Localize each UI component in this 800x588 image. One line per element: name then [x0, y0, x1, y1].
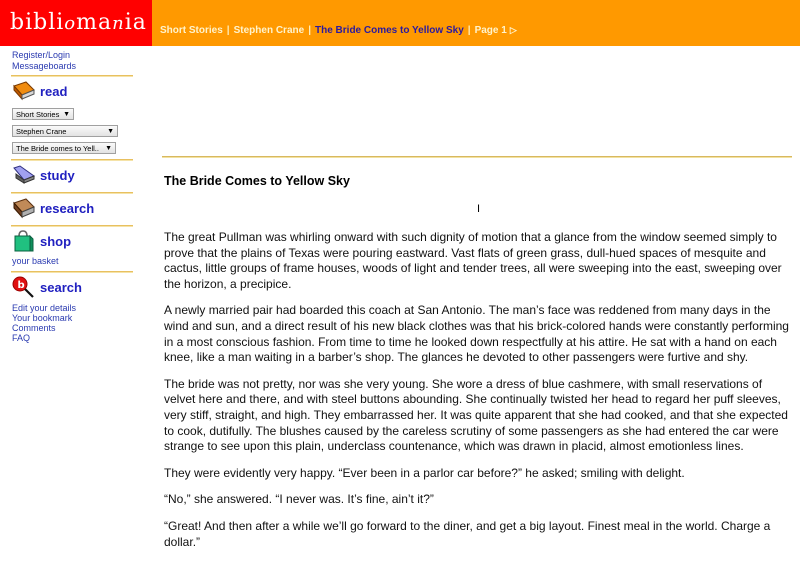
paragraph: The great Pullman was whirling onward with such dignity of motion that a glance from the window seemed simply to prove that the plains of Texas were pouring eastward. Vast flats of green grass, dull-hued spaces of mesquite and cactus, little groups of frame houses, woods of light and tender trees, all were sweeping into the east, sweeping over the horizon, a precipice.	[164, 230, 782, 291]
register-login-link[interactable]: Register/Login	[12, 50, 71, 60]
faq-link[interactable]: FAQ	[12, 333, 31, 343]
closed-book-icon	[12, 197, 36, 219]
nav-study[interactable]	[12, 163, 75, 187]
paragraph: The bride was not pretty, nor was she very young. She wore a dress of blue cashmere, with small reservations of velvet here and there, and with steel buttons abounding. She continually twisted her head to regard her puff sleeves, very stiff, straight, and high. They embarrassed her. It was quite apparent that she had cooked, and that she expected to cook, dutifully. The blushes caused by the careless scrutiny of some passengers as she had entered the car were strange to see upon this plain, underclass countenance, which was drawn in placid, almost emotionless lines.	[164, 376, 788, 454]
nav-research[interactable]	[12, 196, 94, 220]
svg-text:b: b	[17, 280, 25, 291]
your-bookmark-link[interactable]: Your bookmark	[12, 313, 73, 323]
edit-details-link[interactable]: Edit your details	[12, 303, 77, 313]
shop-links	[12, 256, 59, 266]
nav-read-label[interactable]: read	[40, 83, 68, 99]
paragraph: “No,” she answered. “I never was. It’s fine, ain’t it?”	[164, 492, 434, 507]
nav-shop-label[interactable]: shop	[40, 233, 72, 249]
account-links	[12, 50, 76, 72]
shopping-bag-icon	[12, 230, 36, 252]
story-title: The Bride Comes to Yellow Sky	[164, 174, 350, 188]
utility-links	[12, 303, 76, 343]
nav-search[interactable]	[12, 275, 82, 299]
paragraph: A newly married pair had boarded this coach at San Antonio. The man’s face was reddened from many days in the wind and sun, and a direct result of his new black clothes was that his brick-colored hands were constantly performing in a most conscious fashion. From time to time he looked down respectfully at his attire. He sat with a hand on each knee, like a man waiting in a barber’s shop. The glances he devoted to other passengers were furtive and shy.	[164, 303, 789, 365]
chevron-down-icon: ▼	[105, 145, 112, 152]
breadcrumb	[160, 25, 517, 36]
breadcrumb-story-title[interactable]: The Bride Comes to Yellow Sky	[315, 25, 464, 36]
divider	[11, 159, 133, 161]
messageboards-link[interactable]: Messageboards	[12, 61, 77, 71]
logo-text: bibliomania	[10, 10, 147, 35]
breadcrumb-bar	[152, 0, 800, 46]
comments-link[interactable]: Comments	[12, 323, 56, 333]
divider	[11, 75, 133, 77]
chapter-number: I	[477, 203, 481, 215]
story-text	[164, 230, 794, 561]
nav-shop[interactable]	[12, 229, 71, 253]
breadcrumb-separator: |	[226, 25, 230, 36]
site-logo[interactable]	[0, 0, 152, 46]
content-divider	[162, 156, 792, 158]
next-page-arrow-icon[interactable]: ▷	[509, 25, 517, 35]
magnifier-icon	[12, 276, 36, 298]
breadcrumb-stephen-crane[interactable]: Stephen Crane	[233, 25, 305, 36]
breadcrumb-short-stories[interactable]: Short Stories	[160, 25, 223, 36]
nav-study-label[interactable]: study	[40, 167, 75, 183]
nav-research-label[interactable]: research	[40, 200, 95, 216]
divider	[11, 271, 133, 273]
chevron-down-icon: ▼	[107, 128, 114, 135]
divider	[11, 225, 133, 227]
divider	[11, 192, 133, 194]
title-select[interactable]: The Bride comes to Yell.. ▼	[12, 142, 116, 154]
breadcrumb-page: Page 1	[474, 25, 507, 36]
book-icon	[12, 80, 36, 102]
author-select[interactable]: Stephen Crane ▼	[12, 125, 118, 137]
nav-search-label[interactable]: search	[40, 279, 82, 295]
breadcrumb-separator: |	[308, 25, 311, 36]
category-select[interactable]: Short Stories ▼	[12, 108, 74, 120]
paragraph: “Great! And then after a while we’ll go forward to the diner, and get a big layout. Finest meal in the world. Charge a dollar.”	[164, 518, 771, 549]
nav-read[interactable]	[12, 79, 67, 103]
your-basket-link[interactable]: your basket	[12, 256, 59, 266]
breadcrumb-separator: |	[467, 25, 471, 36]
chevron-down-icon: ▼	[63, 111, 70, 118]
paragraph: They were evidently very happy. “Ever been in a parlor car before?” he asked; smiling with delight.	[164, 465, 685, 480]
open-book-icon	[12, 164, 36, 186]
